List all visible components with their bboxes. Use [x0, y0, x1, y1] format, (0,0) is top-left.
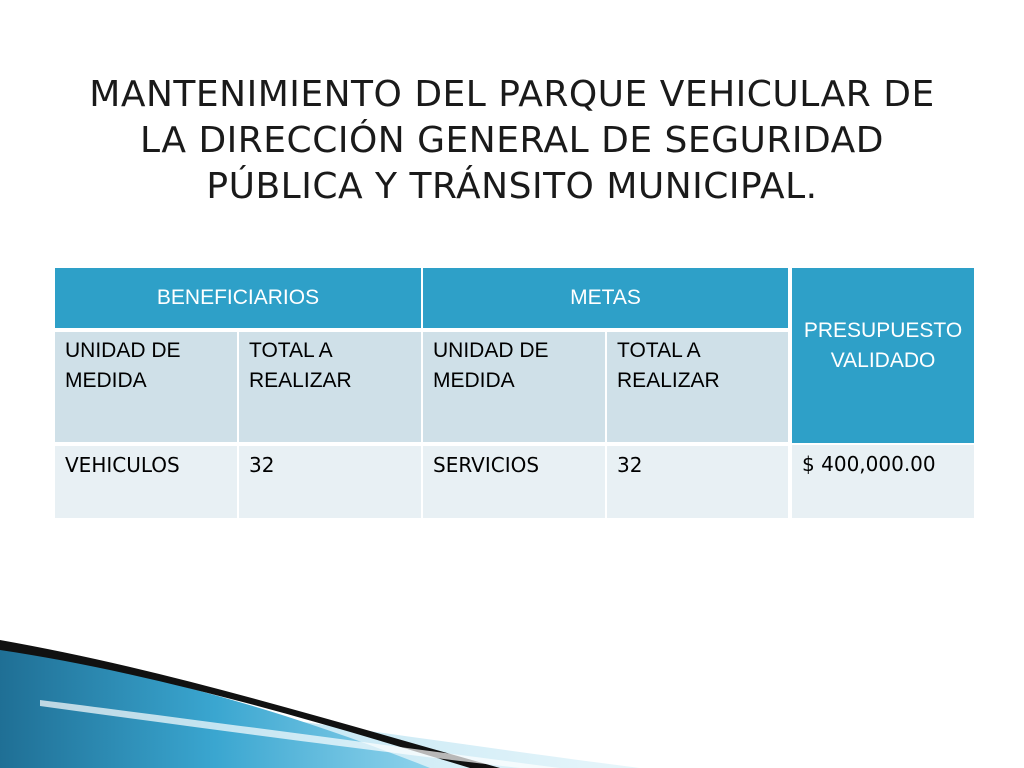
subheader-total-metas: TOTAL A REALIZAR — [606, 330, 790, 444]
header-metas: METAS — [422, 267, 790, 330]
cell-unidad-metas: SERVICIOS — [422, 444, 606, 519]
subheader-unidad-metas: UNIDAD DE MEDIDA — [422, 330, 606, 444]
budget-table — [53, 266, 976, 520]
slide-title — [60, 72, 964, 210]
header-beneficiarios: BENEFICIARIOS — [54, 267, 422, 330]
cell-presupuesto: $ 400,000.00 — [790, 444, 975, 519]
title-line-3: PÚBLICA Y TRÁNSITO MUNICIPAL. — [206, 166, 818, 207]
header-presupuesto: PRESUPUESTO VALIDADO — [790, 267, 975, 444]
title-line-2: LA DIRECCIÓN GENERAL DE SEGURIDAD — [140, 120, 884, 161]
cell-total-beneficiarios: 32 — [238, 444, 422, 519]
table-row — [54, 444, 975, 519]
title-line-1: MANTENIMIENTO DEL PARQUE VEHICULAR DE — [89, 74, 935, 115]
cell-unidad-beneficiarios: VEHICULOS — [54, 444, 238, 519]
subheader-total-beneficiarios: TOTAL A REALIZAR — [238, 330, 422, 444]
table-header-row — [54, 267, 975, 330]
subheader-unidad-beneficiarios: UNIDAD DE MEDIDA — [54, 330, 238, 444]
cell-total-metas: 32 — [606, 444, 790, 519]
